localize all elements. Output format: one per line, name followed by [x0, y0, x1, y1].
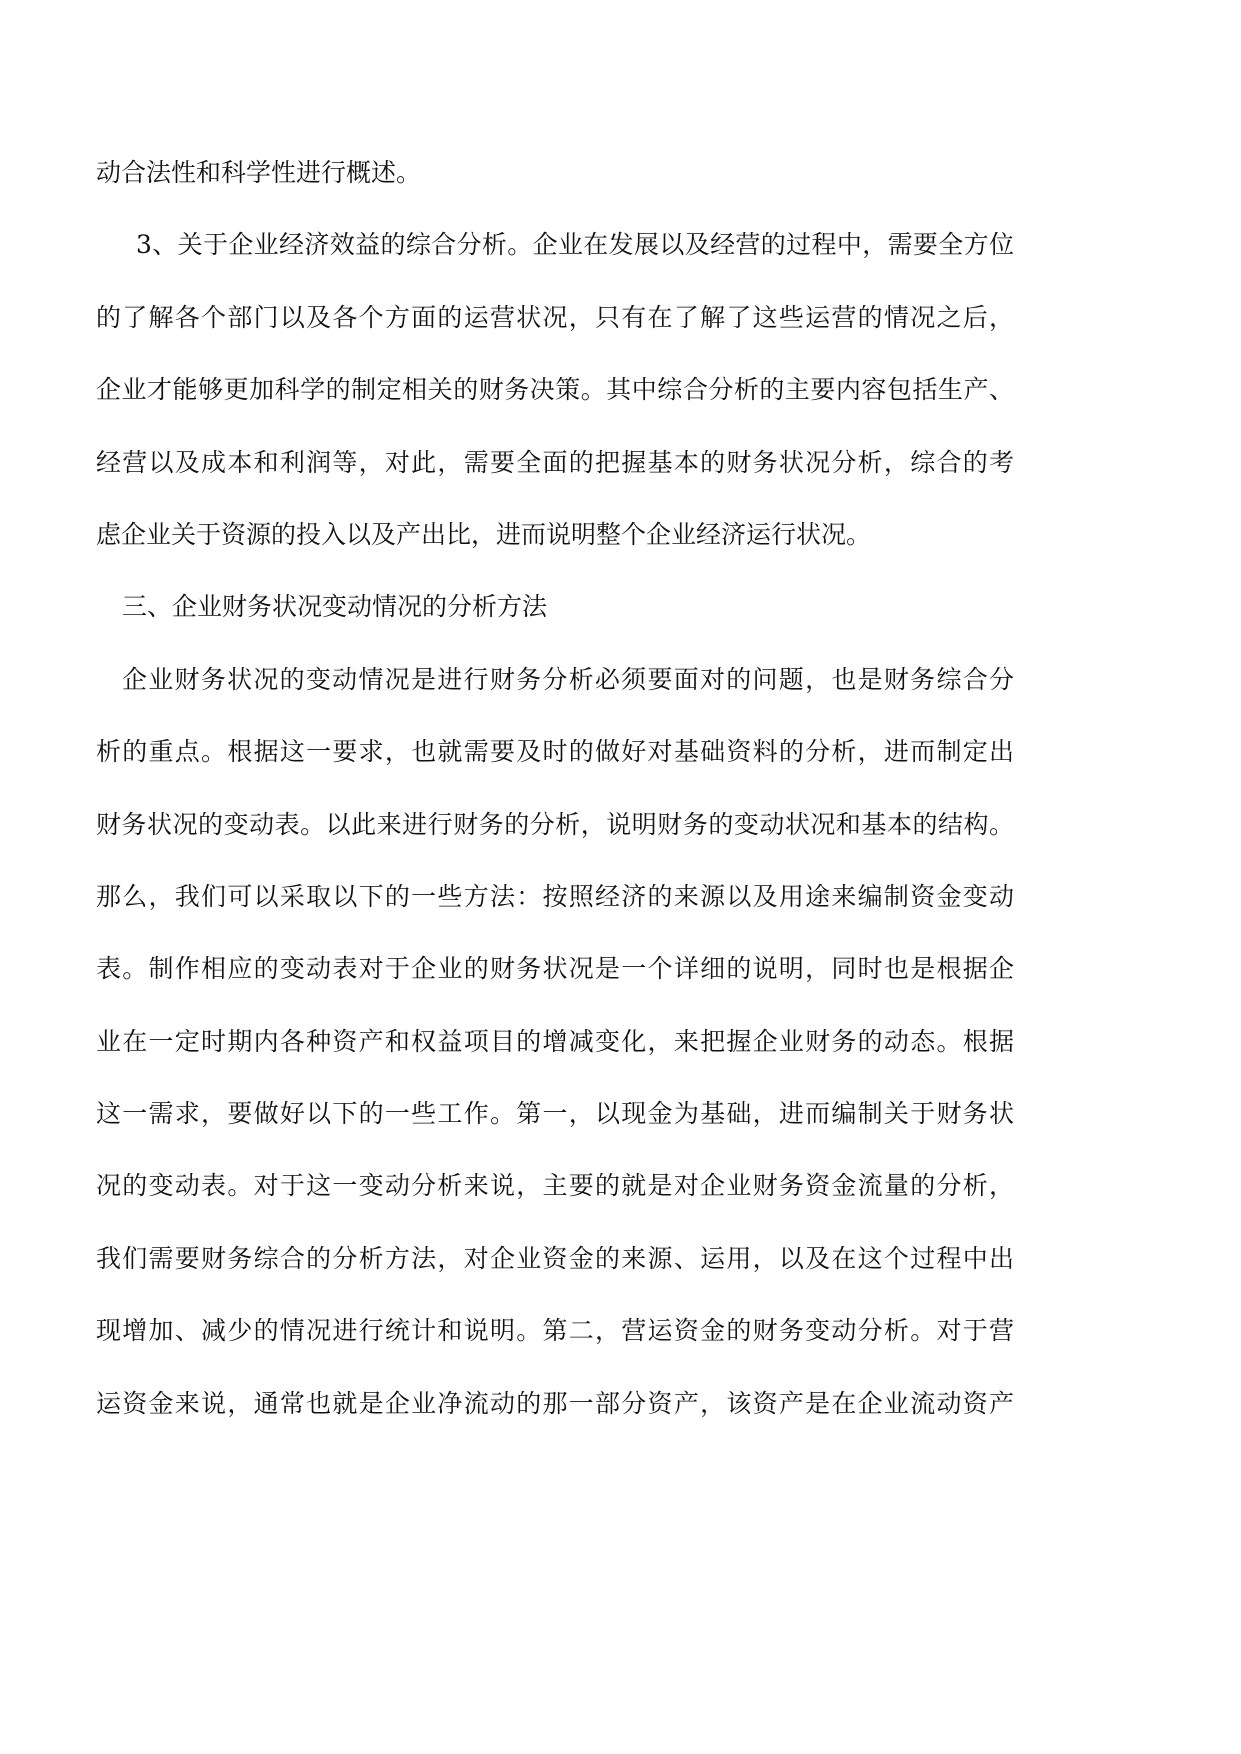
paragraph-financial-change-analysis [96, 644, 1014, 1440]
paragraph-line: 那么，我们可以采取以下的一些方法：按照经济的来源以及用途来编制资金变动 [96, 881, 1014, 911]
paragraph-line: 运资金来说，通常也就是企业净流动的那一部分资产，该资产是在企业流动资产 [96, 1388, 1014, 1418]
paragraph-line: 我们需要财务综合的分析方法，对企业资金的来源、运用，以及在这个过程中出 [96, 1243, 1014, 1273]
paragraph-line: 动合法性和科学性进行概述。 [96, 158, 422, 187]
paragraph-line: 表。制作相应的变动表对于企业的财务状况是一个详细的说明，同时也是根据企 [96, 954, 1014, 984]
paragraph-line: 析的重点。根据这一要求，也就需要及时的做好对基础资料的分析，进而制定出 [96, 737, 1014, 767]
paragraph-line: 的了解各个部门以及各个方面的运营状况，只有在了解了这些运营的情况之后， [96, 302, 1014, 332]
paragraph-line: 3、关于企业经济效益的综合分析。企业在发展以及经营的过程中，需要全方位 [136, 230, 1014, 260]
paragraph-line: 虑企业关于资源的投入以及产出比，进而说明整个企业经济运行状况。 [96, 519, 872, 549]
paragraph-line: 业在一定时期内各种资产和权益项目的增减变化，来把握企业财务的动态。根据 [96, 1026, 1014, 1056]
paragraph-line: 况的变动表。对于这一变动分析来说，主要的就是对企业财务资金流量的分析， [96, 1171, 1014, 1201]
paragraph-line: 经营以及成本和利润等，对此，需要全面的把握基本的财务状况分析，综合的考 [96, 447, 1014, 477]
paragraph-line: 现增加、减少的情况进行统计和说明。第二，营运资金的财务变动分析。对于营 [96, 1316, 1014, 1346]
paragraph-line: 这一需求，要做好以下的一些工作。第一，以现金为基础，进而编制关于财务状 [96, 1099, 1014, 1129]
document-body [96, 137, 1014, 1440]
paragraph-line: 财务状况的变动表。以此来进行财务的分析，说明财务的变动状况和基本的结构。 [96, 809, 1014, 839]
paragraph-line: 企业财务状况的变动情况是进行财务分析必须要面对的问题，也是财务综合分 [122, 664, 1014, 694]
paragraph-line: 企业才能够更加科学的制定相关的财务决策。其中综合分析的主要内容包括生产、 [96, 375, 1014, 405]
paragraph-economic-benefit-analysis [96, 209, 1014, 571]
paragraph-continued [96, 137, 1014, 209]
section-heading: 三、企业财务状况变动情况的分析方法 [122, 592, 548, 622]
